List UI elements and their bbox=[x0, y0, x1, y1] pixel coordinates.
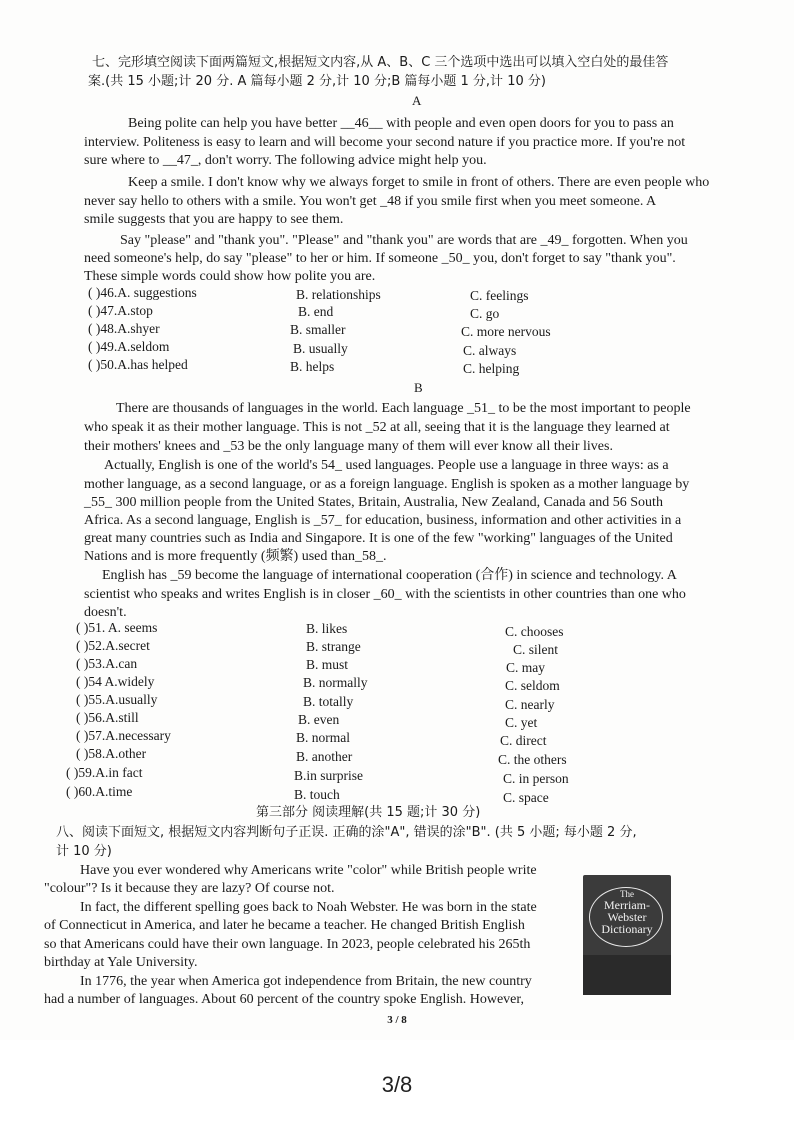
option-c: C. yet bbox=[505, 715, 538, 730]
passage-line: There are thousands of languages in the world. Each language _51_ to be the most important to people bbox=[116, 401, 691, 416]
cover-title bbox=[583, 889, 671, 935]
passage-line: interview. Politeness is easy to learn and will become your second nature if you practice more. If you're not bbox=[84, 135, 686, 150]
option-b: B. normally bbox=[303, 675, 368, 690]
passage-a-label: A bbox=[412, 93, 422, 108]
option-b: B. must bbox=[306, 657, 349, 672]
option-b: B. even bbox=[298, 712, 340, 727]
passage-line: so that Americans could have their own language. In 2023, people celebrated his 265th bbox=[44, 937, 531, 952]
option-b: B. helps bbox=[290, 359, 335, 374]
option-c: C. feelings bbox=[470, 288, 529, 303]
passage-line: smile suggests that you are happy to see them. bbox=[84, 212, 344, 227]
question-57: ( )57.A.necessary bbox=[76, 728, 171, 743]
option-c: C. always bbox=[463, 343, 517, 358]
passage-line: Africa. As a second language, English is _57_ for education, business, information and other activities in a bbox=[84, 513, 682, 528]
passage-line: mother language, as a second language, or as a foreign language. English is spoken as a mother language by bbox=[84, 477, 690, 492]
passage-line: birthday at Yale University. bbox=[44, 955, 198, 970]
option-b: B. normal bbox=[296, 730, 350, 745]
option-b: B. touch bbox=[294, 787, 340, 802]
option-c: C. space bbox=[503, 790, 549, 805]
question-53: ( )53.A.can bbox=[76, 656, 138, 671]
section7-header-line2: 案.(共 15 小题;计 20 分. A 篇每小题 2 分,计 10 分;B 篇每小题 1 分,计 10 分) bbox=[88, 74, 546, 89]
option-b: B. another bbox=[296, 749, 353, 764]
passage-line: Say "please" and "thank you". "Please" and "thank you" are words that are _49_ forgotten. When you bbox=[120, 233, 688, 248]
question-54: ( )54 A.widely bbox=[76, 674, 155, 689]
passage-b-label: B bbox=[414, 380, 423, 395]
section8-header-line1: 八、阅读下面短文, 根据短文内容判断句子正误. 正确的涂"A", 错误的涂"B". (共 5 小题; 每小题 2 分, bbox=[56, 825, 637, 840]
passage-line: These simple words could show how polite you are. bbox=[84, 269, 376, 284]
option-c: C. chooses bbox=[505, 624, 564, 639]
option-b: B. relationships bbox=[296, 287, 381, 302]
question-49: ( )49.A.seldom bbox=[88, 339, 170, 354]
option-b: B. likes bbox=[306, 621, 348, 636]
question-58: ( )58.A.other bbox=[76, 746, 147, 761]
passage-line: Nations and is more frequently (频繁) used than_58_. bbox=[84, 549, 387, 564]
option-b: B. usually bbox=[293, 341, 348, 356]
passage-line: sure where to __47_, don't worry. The following advice might help you. bbox=[84, 153, 487, 168]
option-c: C. seldom bbox=[505, 678, 560, 693]
question-60: ( )60.A.time bbox=[66, 784, 133, 799]
question-48: ( )48.A.shyer bbox=[88, 321, 160, 336]
passage-line: of Connecticut in America, and later he became a teacher. He changed British English bbox=[44, 918, 525, 933]
option-c: C. silent bbox=[513, 642, 559, 657]
passage-line: In fact, the different spelling goes back to Noah Webster. He was born in the state bbox=[80, 900, 537, 915]
passage-line: Have you ever wondered why Americans write "color" while British people write bbox=[80, 863, 537, 878]
option-b: B. totally bbox=[303, 694, 354, 709]
passage-line: Being polite can help you have better __46__ with people and even open doors for you to pass an bbox=[128, 116, 674, 131]
cover-line: Merriam- bbox=[604, 898, 650, 912]
page-number: 3 / 8 bbox=[387, 1014, 407, 1026]
question-52: ( )52.A.secret bbox=[76, 638, 150, 653]
cover-shade bbox=[583, 955, 671, 995]
option-c: C. go bbox=[470, 306, 500, 321]
question-59: ( )59.A.in fact bbox=[66, 765, 143, 780]
question-50: ( )50.A.has helped bbox=[88, 357, 188, 372]
viewer-page-indicator: 3/8 bbox=[381, 1072, 413, 1097]
section7-header-line1: 七、完形填空阅读下面两篇短文,根据短文内容,从 A、B、C 三个选项中选出可以填入空白处的最佳答 bbox=[92, 55, 669, 70]
passage-line: Keep a smile. I don't know why we always forget to smile in front of others. There are even people who bbox=[128, 175, 710, 190]
passage-line: "colour"? Is it because they are lazy? Of course not. bbox=[44, 881, 335, 896]
passage-line: who speak it as their mother language. This is not _52 at all, seeing that it is the language they learned at bbox=[84, 420, 670, 435]
part3-title: 第三部分 阅读理解(共 15 题;计 30 分) bbox=[256, 805, 481, 820]
passage-line: English has _59 become the language of international cooperation (合作) in science and technology. A bbox=[102, 568, 677, 583]
passage-line: In 1776, the year when America got independence from Britain, the new country bbox=[80, 974, 532, 989]
passage-line: _55_ 300 million people from the United States, Britain, Australia, New Zealand, Canada and 56 South bbox=[84, 495, 663, 510]
cover-line: Webster bbox=[607, 910, 647, 924]
passage-line: Actually, English is one of the world's 54_ used languages. People use a language in three ways: as a bbox=[104, 458, 669, 473]
passage-line: great many countries such as India and Singapore. It is one of the few "working" languages of the United bbox=[84, 531, 673, 546]
option-b: B. end bbox=[298, 304, 334, 319]
option-c: C. in person bbox=[503, 771, 569, 786]
dictionary-cover-image bbox=[583, 875, 671, 995]
option-c: C. more nervous bbox=[461, 324, 551, 339]
question-47: ( )47.A.stop bbox=[88, 303, 153, 318]
passage-line: doesn't. bbox=[84, 605, 127, 620]
question-55: ( )55.A.usually bbox=[76, 692, 158, 707]
option-b: B. smaller bbox=[290, 322, 346, 337]
passage-line: never say hello to others with a smile. You won't get _48 if you smile first when you meet someone. A bbox=[84, 194, 657, 209]
option-c: C. nearly bbox=[505, 697, 555, 712]
passage-line: had a number of languages. About 60 percent of the country spoke English. However, bbox=[44, 992, 524, 1007]
section8-header-line2: 计 10 分) bbox=[56, 844, 112, 859]
question-46: ( )46.A. suggestions bbox=[88, 285, 197, 300]
passage-line: their mothers' knees and _53 be the only language many of them will ever know all their lives. bbox=[84, 439, 613, 454]
option-b: B. strange bbox=[306, 639, 361, 654]
option-c: C. helping bbox=[463, 361, 520, 376]
passage-line: scientist who speaks and writes English is in closer _60_ with the scientists in other countries than one who bbox=[84, 587, 686, 602]
question-56: ( )56.A.still bbox=[76, 710, 139, 725]
cover-line: The bbox=[620, 889, 634, 899]
cover-line: Dictionary bbox=[601, 922, 653, 936]
option-c: C. direct bbox=[500, 733, 547, 748]
passage-line: need someone's help, do say "please" to her or him. If someone _50_ you, don't forget to say "thank you". bbox=[84, 251, 676, 266]
option-c: C. the others bbox=[498, 752, 567, 767]
option-c: C. may bbox=[506, 660, 545, 675]
option-b: B.in surprise bbox=[294, 768, 363, 783]
question-51: ( )51. A. seems bbox=[76, 620, 158, 635]
